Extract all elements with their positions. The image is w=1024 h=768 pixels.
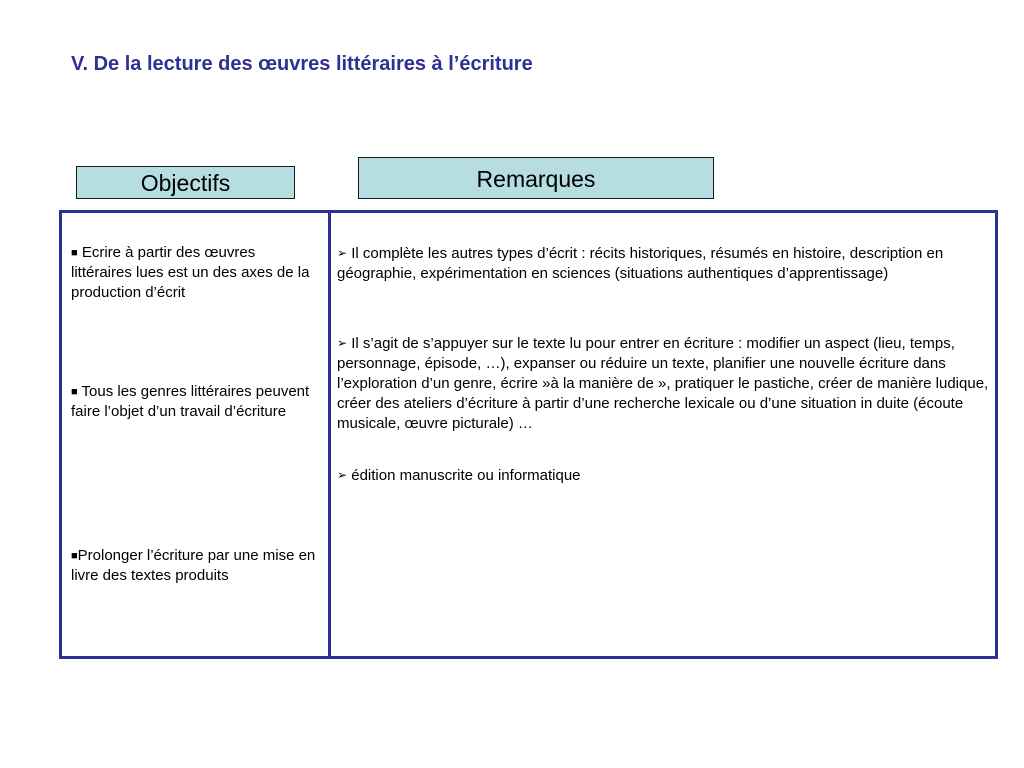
slide-title: V. De la lecture des œuvres littéraires à l’écriture: [71, 53, 533, 75]
objectif-item: [71, 546, 321, 586]
remarque-item: [337, 243, 992, 284]
square-bullet-icon: ■: [71, 247, 78, 259]
objectif-item: [71, 243, 316, 303]
objectifs-header: Objectifs: [76, 166, 295, 199]
remarque-text: Il complète les autres types d’écrit : récits historiques, résumés en histoire, description en géographie, expérimentation en sciences (situations authentiques d’apprentissage): [337, 245, 944, 282]
remarques-header: Remarques: [358, 157, 714, 199]
objectif-item: [71, 382, 316, 422]
remarque-item: [337, 333, 992, 434]
arrow-bullet-icon: ➢: [337, 336, 348, 350]
objectif-text: Ecrire à partir des œuvres littéraires lues est un des axes de la production d’écrit: [71, 244, 310, 301]
content-table: [59, 210, 998, 659]
remarque-text: Il s’agit de s’appuyer sur le texte lu pour entrer en écriture : modifier un aspect (lieu, temps, personnage, épisode, …), expanser ou réduire un texte, planifier une nouvelle écriture dans l’exploration d’un genre, écrire »à la manière de », pratiquer le pastiche, créer de manière ludique, créer des ateliers d’écriture à partir d’une recherche lexicale ou d’une situation in duite (écoute musicale, œuvre picturale) …: [337, 335, 989, 432]
objectif-text: Tous les genres littéraires peuvent faire l’objet d’un travail d’écriture: [71, 383, 310, 420]
arrow-bullet-icon: ➢: [337, 246, 348, 260]
square-bullet-icon: ■: [71, 386, 78, 398]
square-bullet-icon: ■: [71, 550, 78, 562]
remarque-text: édition manuscrite ou informatique: [347, 467, 581, 484]
arrow-bullet-icon: ➢: [337, 468, 348, 482]
remarque-item: [337, 465, 992, 486]
objectif-text: Prolonger l’écriture par une mise en livre des textes produits: [71, 547, 316, 584]
column-divider: [328, 213, 331, 656]
